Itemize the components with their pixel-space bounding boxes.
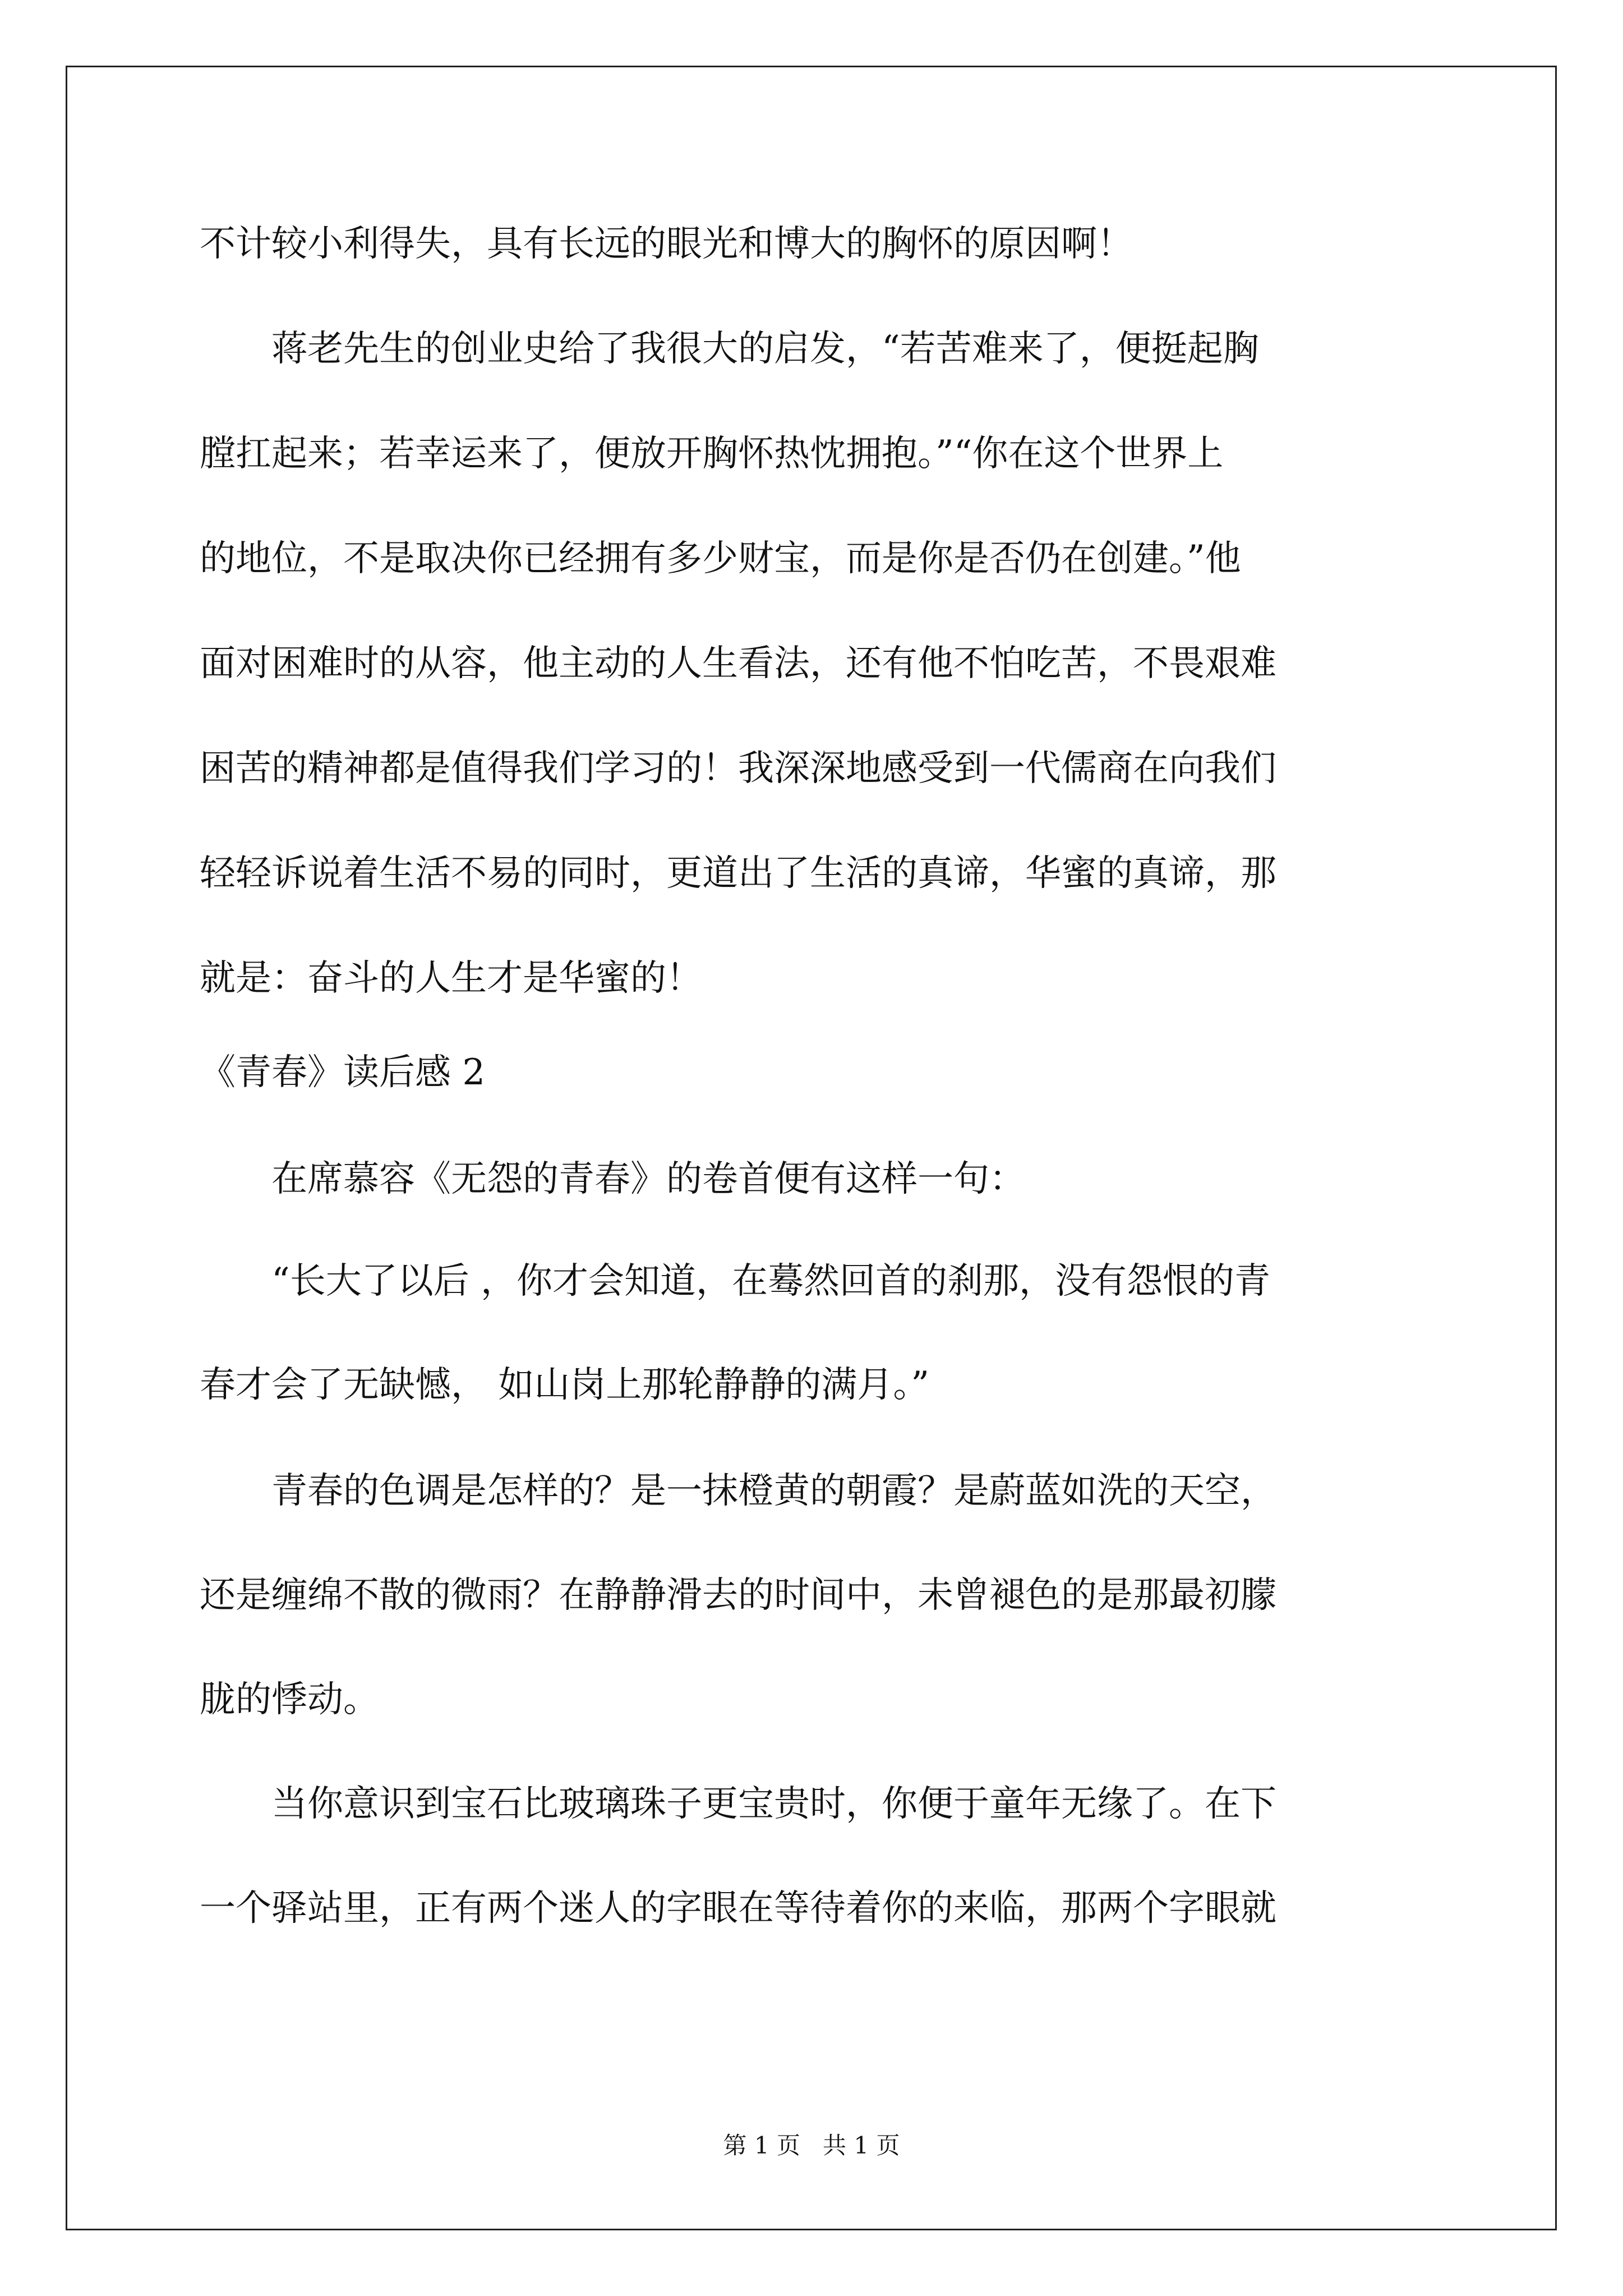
text-line: 青春的色调是怎样的？是一抹橙黄的朝霞？是蔚蓝如洗的天空， — [200, 1470, 1276, 1512]
page-footer: 第 1 页 共 1 页 — [723, 2132, 900, 2159]
text-line: 胧的悸动。 — [200, 1679, 379, 1720]
text-line: 的地位，不是取决你已经拥有多少财宝，而是你是否仍在创建。”他 — [200, 538, 1241, 579]
text-line: 当你意识到宝石比玻璃珠子更宝贵时，你便于童年无缘了。在下 — [200, 1783, 1276, 1825]
text-line: 春才会了无缺憾， 如山岗上那轮静静的满月。” — [200, 1364, 930, 1406]
text-line: 一个驿站里，正有两个迷人的字眼在等待着你的来临，那两个字眼就 — [200, 1888, 1276, 1929]
text-line: 轻轻诉说着生活不易的同时，更道出了生活的真谛，华蜜的真谛，那 — [200, 853, 1276, 894]
text-line: 蒋老先生的创业史给了我很大的启发，“若苦难来了，便挺起胸 — [200, 328, 1259, 370]
text-line: 不计较小利得失，具有长远的眼光和博大的胸怀的原因啊！ — [200, 223, 1133, 265]
text-line: 还是缠绵不散的微雨？在静静滑去的时间中，未曾褪色的是那最初朦 — [200, 1575, 1276, 1616]
text-line: 困苦的精神都是值得我们学习的！我深深地感受到一代儒商在向我们 — [200, 748, 1276, 789]
section-heading: 《青春》读后感 2 — [200, 1052, 486, 1093]
text-line: 膛扛起来；若幸运来了，便放开胸怀热忱拥抱。”“你在这个世界上 — [200, 433, 1224, 475]
text-line: 面对困难时的从容，他主动的人生看法，还有他不怕吃苦，不畏艰难 — [200, 643, 1276, 684]
text-line: 在席慕容《无怨的青春》的卷首便有这样一句： — [200, 1158, 1025, 1200]
text-line: “长大了以后 ，你才会知道，在蓦然回首的刹那，没有怨恨的青 — [200, 1260, 1271, 1302]
text-line: 就是：奋斗的人生才是华蜜的！ — [200, 958, 702, 999]
